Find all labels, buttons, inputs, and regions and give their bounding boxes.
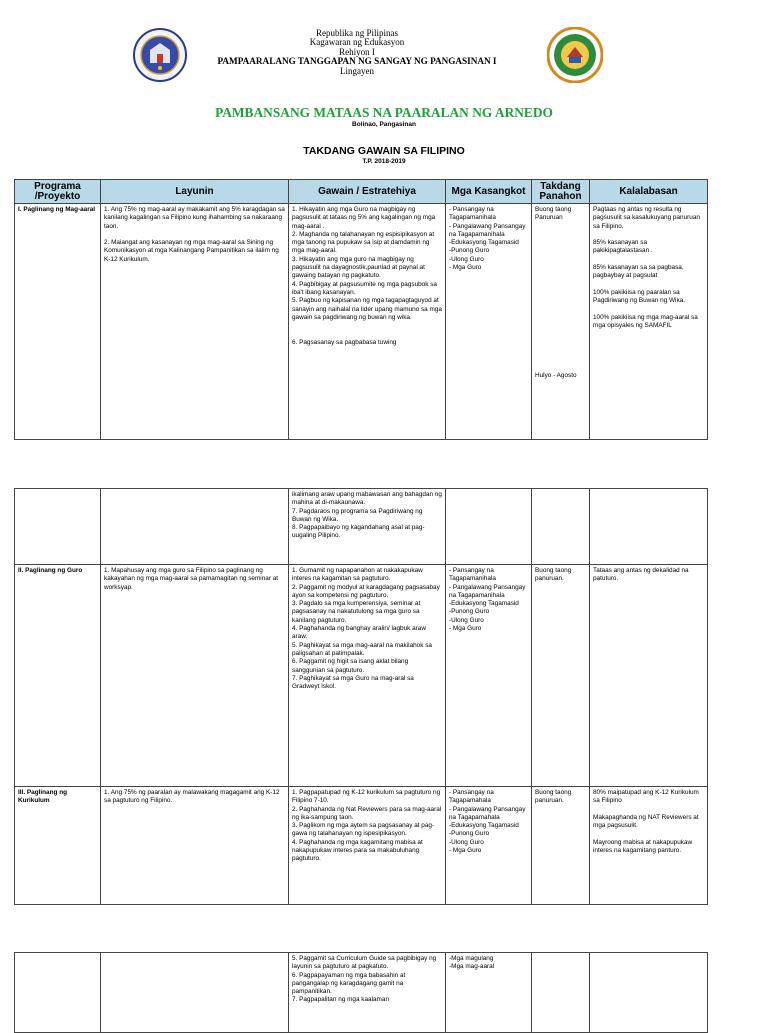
header-kasangkot: Mga Kasangkot <box>446 180 532 204</box>
gawain-cell: 1. Pagpapatupad ng K-12 kurikulum sa pagtuturo ng Filipino 7-10. 2. Paghahanda ng Nat Reviewers para sa mag-aaral ng ika-sampung taon. 3. Paglikom ng mga aytem sa pagsasanay at pag-gawa ng talahanayan ng ispesipikasyon. 4. Paghahanda ng mga kagamitang mabisa at nakapupukaw interes para sa makabuluhang pagtuturo. <box>289 787 446 905</box>
region-line: Rehiyon I <box>339 46 375 57</box>
document-header <box>0 0 768 180</box>
panahon-cell <box>532 953 590 1033</box>
kasangkot-cell <box>446 489 532 565</box>
programa-cell <box>15 953 101 1033</box>
programa-cell: III. Paglinang ng Kurikulum <box>15 787 101 905</box>
table-row <box>15 489 708 565</box>
plan-table-page2 <box>14 488 708 905</box>
kalalabasan-cell <box>590 489 708 565</box>
kalalabasan-cell: 80% maipatupad ang K-12 Kurikulum sa Filipino Makapaghanda ng NAT Reviewers at mga pagsusulit. Mayroong mabisa at nakapupukaw interes na kagamitang panturo. <box>590 787 708 905</box>
department-line: Kagawaran ng Edukasyon <box>309 37 405 48</box>
programa-cell: II. Paglinang ng Guro <box>15 565 101 787</box>
gawain-cell: 5. Paggamit sa Curriculum Guide sa pagbibigay ng layunin sa pagtuturo at pagkatuto. 6. Pagpapayaman ng mga babasahin at pangangalap ng karagdagang gamit na pampanitikan. 7. Pagpapalitan ng mga kaalaman <box>289 953 446 1033</box>
school-year: T.P. 2018-2019 <box>362 158 406 165</box>
gawain-cell: 1. Hikayatin ang mga Guro na magbigay ng pagsusulit at tataas ng 5% ang kagalingan ng mga mag-aaral . 2. Maghanda ng talahanayan ng espisipikasyon at mga tanong na pupukaw sa isip at damdamin ng mga mag-aaral. 3. Hikayatin ang mga guro na magbigay ng pagsusulit na dayagnostik,paunlad at paynal at gawaing batayan ng pagkatuto. 4. Pagbibigay at pagsusumite ng mga pagsubok sa iba't ibang kasanayan. 5. Pagbuo ng kapisanan ng mga tagapagtaguyod at sanayin ang naihalal na lider upang mamuno sa mga gawain sa pagdiriwang ng buwan ng wika. 6. Pagsasanay sa pagbabasa tuwing <box>289 204 446 440</box>
division-office-seal-icon <box>547 27 603 83</box>
header-panahon: Takdang Panahon <box>532 180 590 204</box>
table-header-row <box>15 180 708 204</box>
programa-cell <box>15 489 101 565</box>
division-office-line: PAMPAARALANG TANGGAPAN NG SANGAY NG PANGASINAN I <box>217 56 497 67</box>
gawain-cell: 1. Gumamit ng napapanahon at nakakapukaw interes na kagamitan sa pagtuturo. 2. Paggamit ng modyul at karagdagang pagsasabay ayon sa kompetensi ng pagtuturo. 3. Pagdalo sa mga kumperensiya, seminar at pagsasanay na nakatutulong sa mga guro sa kanilang pagtuturo. 4. Paghahanda ng banghay aralin/ lagbuk araw araw. 5. Paghikayat sa mga mag-aaral na makilahok sa paligsahan at patimpalak. 6. Paggamit ng higit sa isang aklat bilang sanggunian sa pagtuturo. 7. Paghikayat sa mga Guro na mag-aral sa Gradweyt Iskol. <box>289 565 446 787</box>
table-row <box>15 204 708 440</box>
header-gawain: Gawain / Estratehiya <box>289 180 446 204</box>
layunin-cell: 1. Ang 75% ng mag-aaral ay makakamit ang 5% karagdagan sa kanilang kagalingan sa Filipino kung ihahambing sa nakaraang taon. 2. Maiangat ang kasanayan ng mga mag-aaral sa Sining ng Komunikasyon at mga Kalinangang Pampanitikan sa ilalim ng K-12 Kurikulum. <box>101 204 289 440</box>
agency-heading <box>200 29 514 76</box>
plan-table-page3 <box>14 952 708 1033</box>
plan-table-page1 <box>14 179 708 440</box>
layunin-cell: 1. Ang 75% ng paaralan ay malawakang magagamit ang K-12 sa pagtuturo ng Filipino. <box>101 787 289 905</box>
header-programa: Programa /Proyekto <box>15 180 101 204</box>
layunin-cell: 1. Mapahusay ang mga guro sa Filipino sa paglinang ng kakayahan ng mga mag-aaral sa pamamagitan ng seminar at worksyap. <box>101 565 289 787</box>
kalalabasan-cell <box>590 953 708 1033</box>
layunin-cell <box>101 489 289 565</box>
panahon-cell: Buong taong panuruan. <box>532 565 590 787</box>
republic-line: Republika ng Pilipinas <box>316 28 398 38</box>
deped-seal-icon <box>133 28 187 82</box>
panahon-cell <box>532 489 590 565</box>
gawain-cell: ikalimang araw upang mabawasan ang bahagdan ng mahina at di-makaunawa. 7. Pagdaraos ng programa sa Pagdiriwang ng Buwan ng Wika. 8. Pagpapaibayo ng kagandahang asal at pag-uugaling Pilipino. <box>289 489 446 565</box>
kalalabasan-cell: Tataas ang antas ng dekalidad na patuturo. <box>590 565 708 787</box>
table-row <box>15 953 708 1033</box>
school-location: Bolinao, Pangasinan <box>352 121 416 128</box>
table-row <box>15 787 708 905</box>
panahon-cell: Buong taong panuruan. <box>532 787 590 905</box>
kasangkot-cell: -Mga magulang -Mga mag-aaral <box>446 953 532 1033</box>
layunin-cell <box>101 953 289 1033</box>
school-name: PAMBANSANG MATAAS NA PAARALAN NG ARNEDO <box>215 105 553 120</box>
header-kalalabasan: Kalalabasan <box>590 180 708 204</box>
kalalabasan-cell: Pagtaas ng antas ng resulta ng pagsusulit sa kasalukuyang panuruan sa Filipino. 85% kasanayan sa pakikipagtalastasan . 85% kasanayan sa sa pagbasa, pagbaybay at pagsulat 100% pakikiisa ng paaralan sa Pagdiriwang ng Buwan ng Wika. 100% pakikiisa ng mga mag-aaral sa mga opisyales ng SAMAFIL <box>590 204 708 440</box>
kasangkot-cell: - Pansangay na Tagapamanihala - Pangalawang Pansangay na Tagapamanihala -Edukasyong Tagamasid -Punong Guro -Ulong Guro - Mga Guro <box>446 565 532 787</box>
city-line: Lingayen <box>340 65 374 76</box>
kasangkot-cell: - Pansangay na Tagapamahala - Pangalawang Pansangay na Tagapamahala -Edukasyong Tagamasid -Punong Guro -Ulong Guro - Mga Guro <box>446 787 532 905</box>
programa-cell: I. Paglinang ng Mag-aaral <box>15 204 101 440</box>
document-title: TAKDANG GAWAIN SA FILIPINO <box>303 145 465 157</box>
panahon-cell: Buong taong Panuruan Hulyo - Agosto <box>532 204 590 440</box>
kasangkot-cell: - Pansangay na Tagapamanihala - Pangalawang Pansangay na Tagapamanihala -Edukasyong Tagamasid -Punong Guro -Ulong Guro - Mga Guro <box>446 204 532 440</box>
table-row <box>15 565 708 787</box>
header-layunin: Layunin <box>101 180 289 204</box>
